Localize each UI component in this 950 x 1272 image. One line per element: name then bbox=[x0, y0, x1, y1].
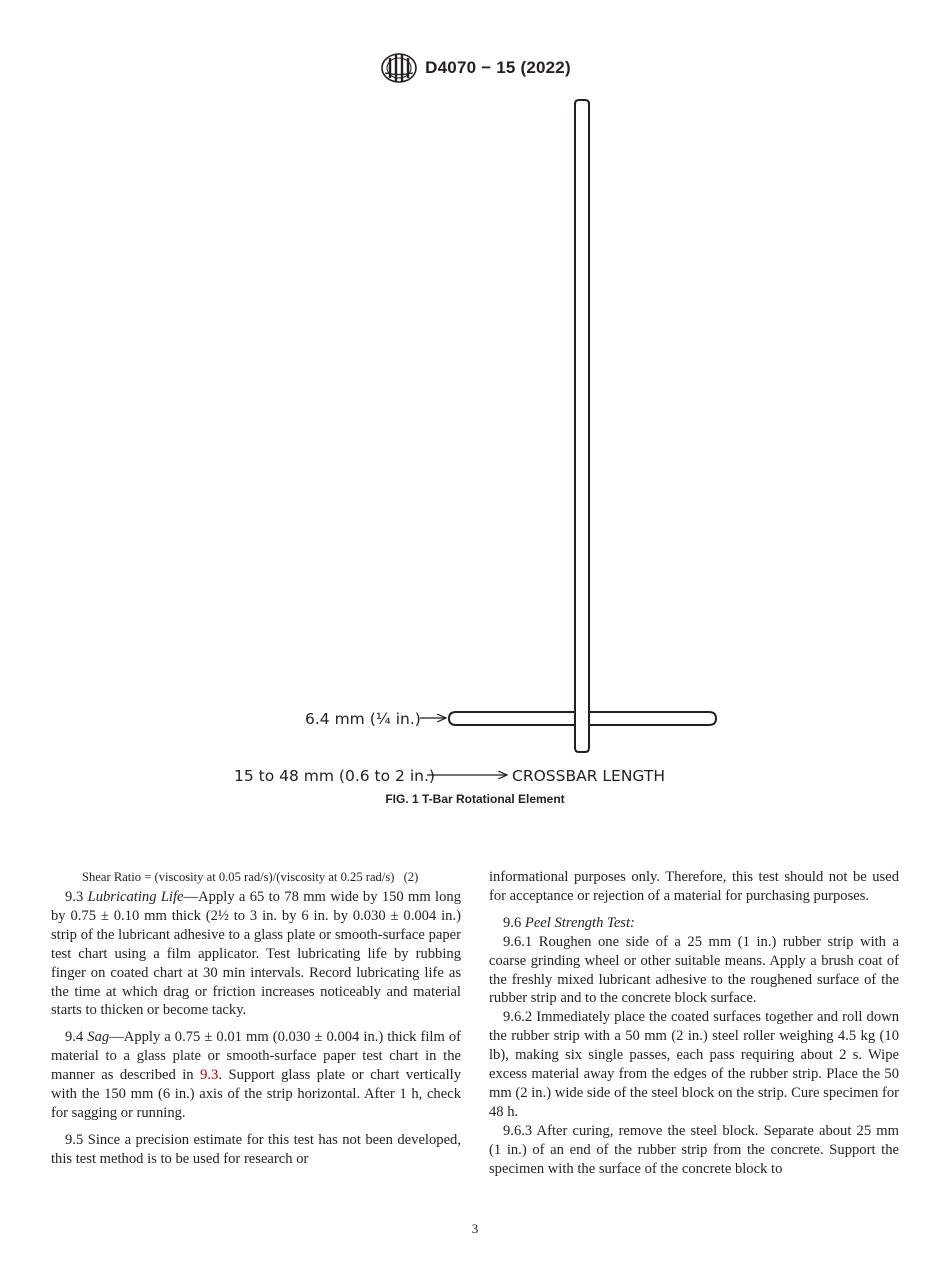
t-bar-figure bbox=[0, 90, 950, 820]
diameter-label: 6.4 mm (¼ in.) bbox=[305, 710, 421, 728]
section-title: Peel Strength Test: bbox=[524, 914, 635, 931]
shear-ratio-equation bbox=[82, 868, 461, 886]
equation-text: Shear Ratio = (viscosity at 0.05 rad/s)/(viscosity at 0.25 rad/s) bbox=[82, 870, 395, 884]
length-range-label: 15 to 48 mm (0.6 to 2 in.) bbox=[234, 767, 435, 785]
section-9-4: 9.4 Sag—Apply a 0.75 ± 0.01 mm (0.030 ± 0.004 in.) thick film of material to a glass plate or smooth-surface paper test chart in the manner as described in 9.3. Support glass plate or chart vertically with the 150 mm (6 in.) axis of the strip horizontal. After 1 h, check for sagging or running. bbox=[51, 1029, 462, 1121]
section-9-5-continued: informational purposes only. Therefore, this test should not be used for acceptance or rejection of a material for purchasing purposes. bbox=[489, 869, 899, 904]
t-bar-crossbar-right bbox=[589, 712, 716, 725]
crossbar-length-label: CROSSBAR LENGTH bbox=[512, 767, 666, 785]
section-9-5: 9.5 Since a precision estimate for this test has not been developed, this test method is to be used for research or bbox=[51, 1131, 461, 1167]
left-column bbox=[51, 868, 461, 1169]
section-9-6-1: 9.6.1 Roughen one side of a 25 mm (1 in.) rubber strip with a coarse grinding wheel or other suitable means. Apply a brush coat of the freshly mixed lubricant adhesive to the roughened surface of the rubber strip and to the concrete block surface. bbox=[489, 933, 899, 1007]
t-bar-crossbar-left bbox=[449, 712, 575, 725]
section-9-6-2: 9.6.2 Immediately place the coated surfaces together and roll down the rubber strip with a 50 mm (2 in.) steel roller weighing 4.5 kg (10 lb), making six single passes, each pass requiring about 2 s. Wipe excess material away from the edges of the rubber strip. Place the 50 mm (2 in.) wide side of the steel block on the strip. Cure specimen for 48 h. bbox=[489, 1009, 899, 1120]
section-title: Lubricating Life bbox=[87, 889, 184, 905]
section-9-3: 9.3 Lubricating Life—Apply a 65 to 78 mm wide by 150 mm long by 0.75 ± 0.10 mm thick (2½ to 3 in. by 6 in. by 0.030 ± 0.004 in.) strip of the lubricant adhesive to a glass plate or smooth-surface paper test chart using a film applicator. Test lubricating life by rubbing finger on coated chart at 30 min intervals. Record lubricating life as the time at which drag or friction increases noticeably and material starts to thicken or become tacky. bbox=[51, 889, 461, 1019]
section-9-6: 9.6 Peel Strength Test: bbox=[503, 914, 635, 931]
page-header bbox=[0, 52, 950, 84]
section-title: Sag bbox=[87, 1029, 110, 1046]
section-9-6-3: 9.6.3 After curing, remove the steel block. Separate about 25 mm (1 in.) of an end of the rubber strip from the concrete. Support the specimen with the surface of the concrete block to bbox=[489, 1122, 900, 1177]
document-id: D4070 − 15 (2022) bbox=[425, 58, 571, 77]
t-bar-shaft bbox=[575, 100, 589, 752]
page-number: 3 bbox=[471, 1221, 479, 1236]
section-link-9-3[interactable]: 9.3 bbox=[200, 1067, 219, 1084]
figure-caption: FIG. 1 T-Bar Rotational Element bbox=[385, 792, 565, 806]
astm-logo-icon bbox=[379, 52, 419, 84]
right-column bbox=[489, 868, 899, 1179]
equation-number: (2) bbox=[403, 870, 419, 884]
